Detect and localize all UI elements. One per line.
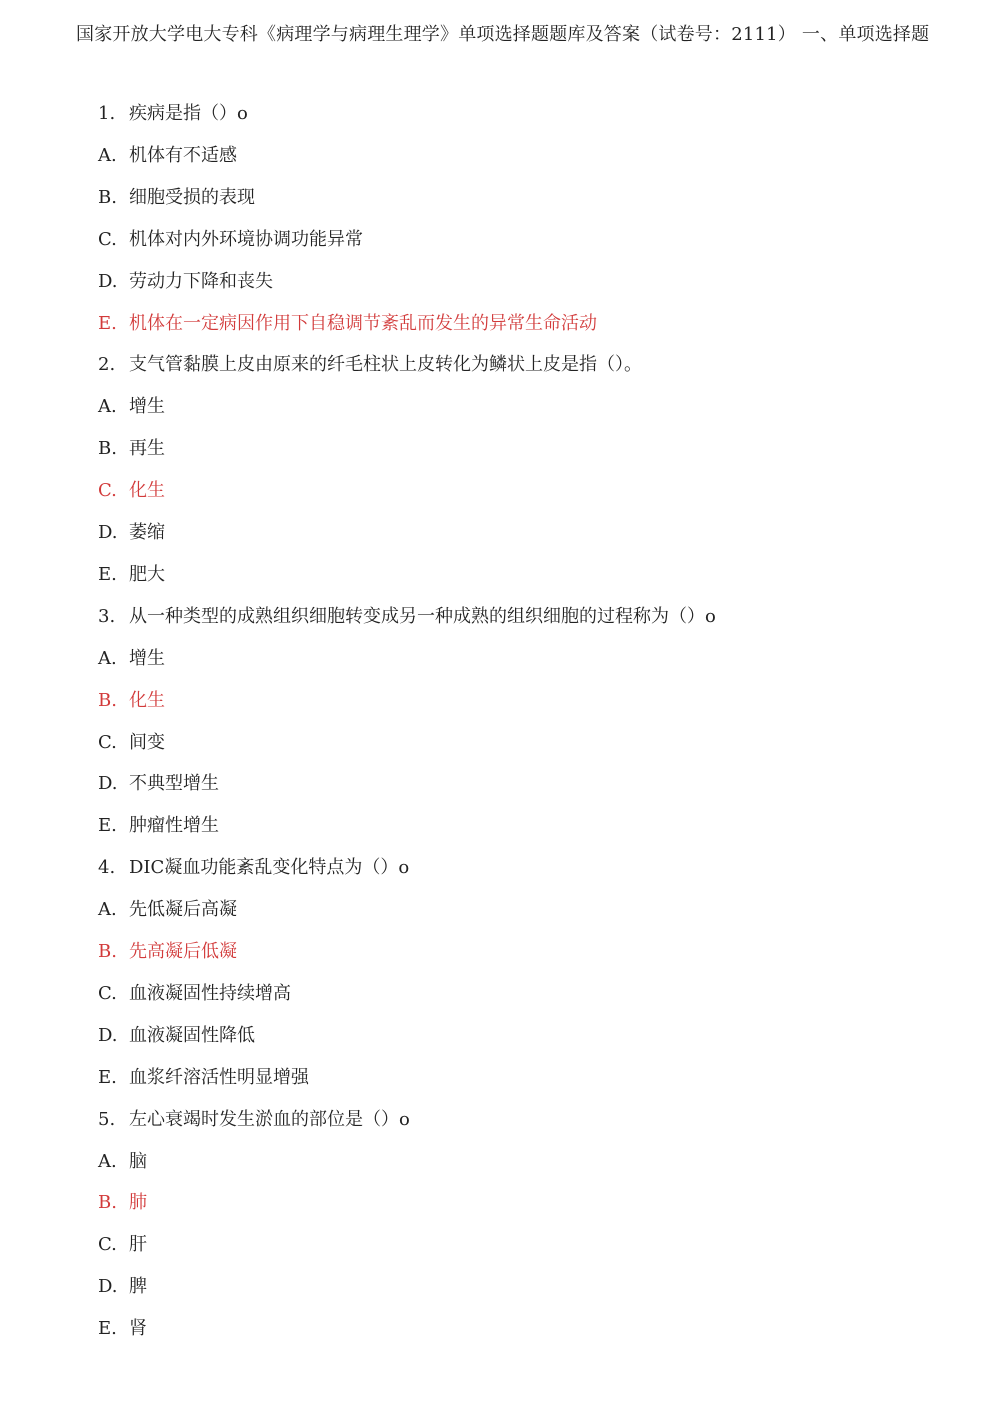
question-5 xyxy=(98,1106,410,1134)
option xyxy=(98,519,165,547)
option-label: C. xyxy=(98,1234,117,1255)
option-label: B. xyxy=(98,438,117,459)
option-label: B. xyxy=(98,187,117,208)
option-text: 细胞受损的表现 xyxy=(129,187,255,208)
option-text: 再生 xyxy=(129,438,165,459)
option-text: 脑 xyxy=(129,1151,147,1172)
option-text: 肿瘤性增生 xyxy=(129,815,219,836)
option-label: E. xyxy=(98,564,117,585)
option xyxy=(98,896,237,924)
option-label: C. xyxy=(98,983,117,1004)
question-1 xyxy=(98,100,248,128)
option-label: C. xyxy=(98,732,117,753)
question-number: 5. xyxy=(98,1109,116,1130)
question-number: 2. xyxy=(98,354,116,375)
option xyxy=(98,142,237,170)
option-label: D. xyxy=(98,522,118,543)
question-number: 3. xyxy=(98,606,116,627)
option xyxy=(98,226,363,254)
option xyxy=(98,980,291,1008)
question-4 xyxy=(98,854,409,882)
option xyxy=(98,1231,147,1259)
option-text: 血液凝固性降低 xyxy=(129,1025,255,1046)
option-label: D. xyxy=(98,271,118,292)
option-label: B. xyxy=(98,1192,117,1213)
option-label: E. xyxy=(98,313,117,334)
option-label: A. xyxy=(98,1151,117,1172)
option-text: 机体有不适感 xyxy=(129,145,237,166)
option-text: 肝 xyxy=(129,1234,147,1255)
option-label: B. xyxy=(98,941,117,962)
option xyxy=(98,393,165,421)
option-label: E. xyxy=(98,815,117,836)
option-text: 机体对内外环境协调功能异常 xyxy=(129,229,363,250)
option xyxy=(98,645,165,673)
option xyxy=(98,812,219,840)
option xyxy=(98,1148,147,1176)
option-label: A. xyxy=(98,899,117,920)
option-label: E. xyxy=(98,1318,117,1339)
option xyxy=(98,268,273,296)
question-text: 疾病是指（）o xyxy=(129,103,248,124)
option-label: C. xyxy=(98,480,117,501)
option xyxy=(98,184,255,212)
option xyxy=(98,561,165,589)
option-label: D. xyxy=(98,773,118,794)
option-text: 脾 xyxy=(129,1276,147,1297)
answer-option xyxy=(98,938,237,966)
option-text: 先高凝后低凝 xyxy=(129,941,237,962)
option xyxy=(98,1064,309,1092)
answer-option xyxy=(98,310,597,338)
question-text: 左心衰竭时发生淤血的部位是（）o xyxy=(129,1109,410,1130)
option xyxy=(98,770,219,798)
option-label: B. xyxy=(98,690,117,711)
question-text: 支气管黏膜上皮由原来的纤毛柱状上皮转化为鳞状上皮是指（）。 xyxy=(129,354,642,375)
option-text: 肥大 xyxy=(129,564,165,585)
option-text: 增生 xyxy=(129,648,165,669)
option-text: 血浆纤溶活性明显增强 xyxy=(129,1067,309,1088)
question-number: 1. xyxy=(98,103,116,124)
option-text: 肺 xyxy=(129,1192,147,1213)
option xyxy=(98,1315,147,1343)
option-text: 肾 xyxy=(129,1318,147,1339)
option-label: A. xyxy=(98,648,117,669)
option-text: 血液凝固性持续增高 xyxy=(129,983,291,1004)
option-text: 不典型增生 xyxy=(129,773,219,794)
option-label: D. xyxy=(98,1276,118,1297)
option-text: 萎缩 xyxy=(129,522,165,543)
option-text: 先低凝后高凝 xyxy=(129,899,237,920)
question-number: 4. xyxy=(98,857,116,878)
option-label: E. xyxy=(98,1067,117,1088)
option-label: A. xyxy=(98,145,117,166)
option xyxy=(98,729,165,757)
question-text: DIC凝血功能紊乱变化特点为（）o xyxy=(129,857,410,878)
option-text: 化生 xyxy=(129,480,165,501)
option-text: 化生 xyxy=(129,690,165,711)
option-label: A. xyxy=(98,396,117,417)
option-text: 劳动力下降和丧失 xyxy=(129,271,273,292)
option-text: 间变 xyxy=(129,732,165,753)
question-2 xyxy=(98,351,642,379)
option-text: 机体在一定病因作用下自稳调节紊乱而发生的异常生命活动 xyxy=(129,313,597,334)
question-3 xyxy=(98,603,716,631)
answer-option xyxy=(98,1189,147,1217)
option-text: 增生 xyxy=(129,396,165,417)
option xyxy=(98,1022,255,1050)
option xyxy=(98,435,165,463)
option-label: D. xyxy=(98,1025,118,1046)
document-title: 国家开放大学电大专科《病理学与病理生理学》单项选择题题库及答案（试卷号：2111） 一、单项选择题 xyxy=(76,24,930,45)
option-label: C. xyxy=(98,229,117,250)
answer-option xyxy=(98,687,165,715)
option xyxy=(98,1273,147,1301)
answer-option xyxy=(98,477,165,505)
question-text: 从一种类型的成熟组织细胞转变成另一种成熟的组织细胞的过程称为（）o xyxy=(129,606,716,627)
